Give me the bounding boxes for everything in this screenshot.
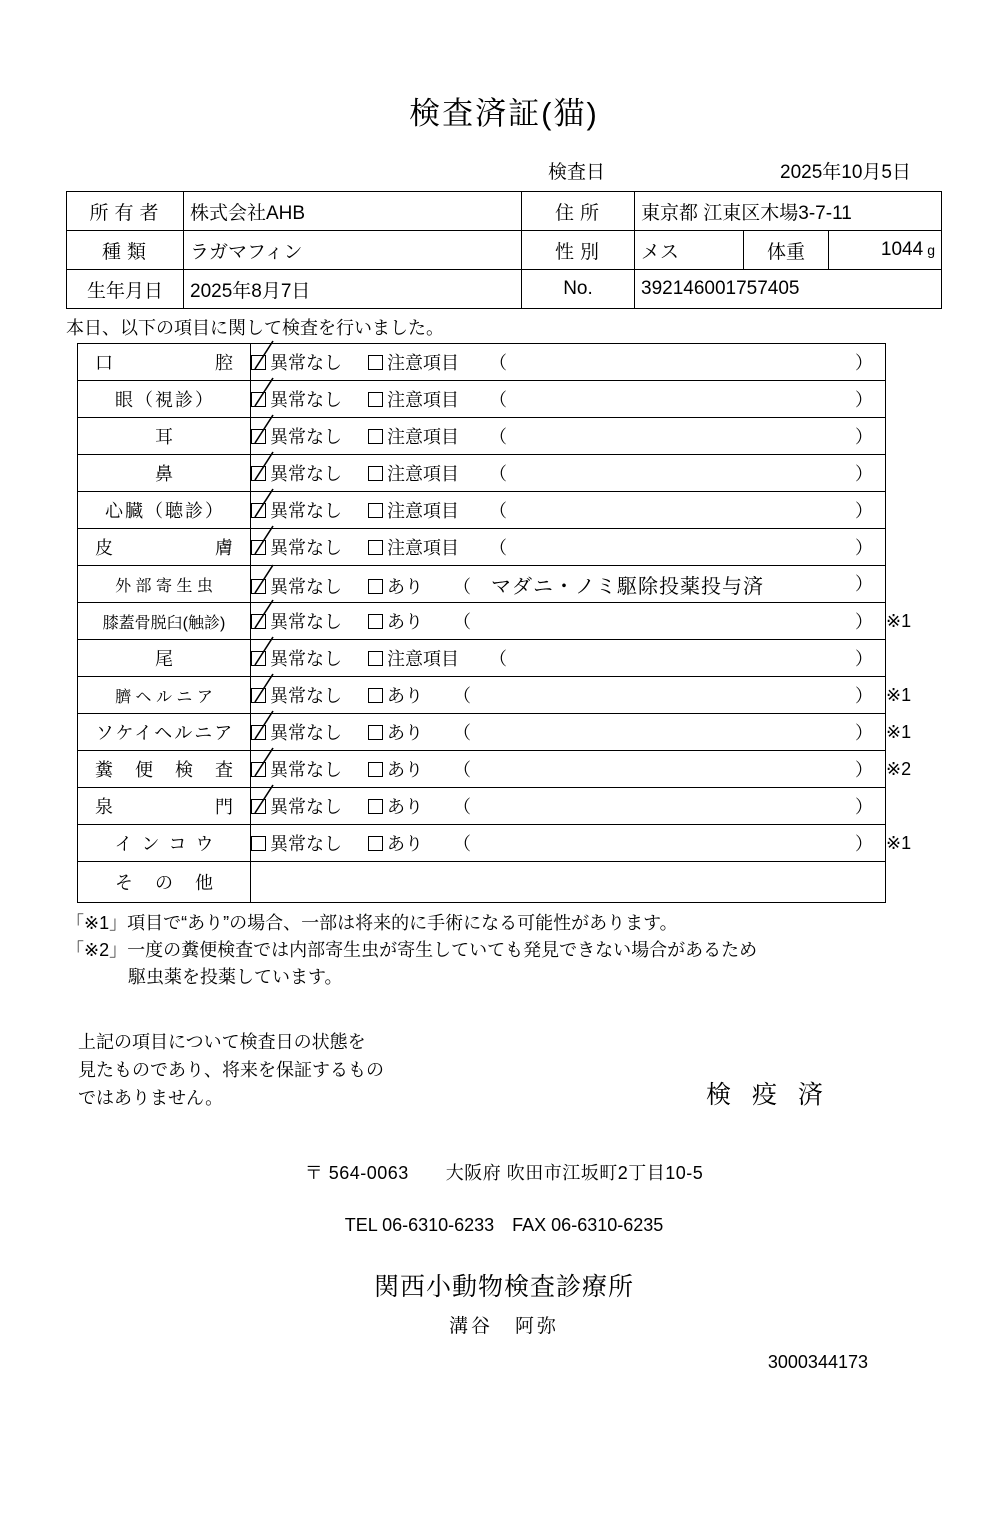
disclaimer-line-2: 見たものであり、将来を保証するもの	[78, 1059, 384, 1080]
remark-close-paren: ）	[855, 686, 873, 706]
quarantine-stamp: 検 疫 済	[706, 1081, 830, 1109]
checklist-row	[78, 862, 931, 903]
footnote-2: 「※2」一度の糞便検査では内部寄生虫が寄生していても発見できない場合があるため	[66, 940, 758, 960]
remark-open-paren: （	[489, 649, 507, 669]
checkbox-icon[interactable]	[368, 429, 383, 444]
weight-value-cell	[829, 231, 942, 270]
option-label: 異常なし	[270, 390, 342, 410]
checkbox-option-normal[interactable]	[251, 793, 342, 819]
checkbox-icon[interactable]	[368, 466, 383, 481]
checkbox-icon[interactable]	[368, 503, 383, 518]
checklist-item-label: 外 部 寄 生 虫	[78, 566, 251, 603]
table-row	[67, 231, 942, 270]
checkbox-option-note[interactable]	[368, 830, 423, 856]
remark-open-paren: （	[453, 686, 471, 706]
option-label: 注意項目	[387, 464, 459, 484]
checklist-item-label: 心臓（聴診）	[78, 492, 251, 529]
option-label: 異常なし	[270, 538, 342, 558]
sex-label: 性別	[522, 231, 635, 270]
checklist-item-label: 皮 膚	[78, 529, 251, 566]
remark-close-paren: ）	[855, 390, 873, 410]
remark-close-paren: ）	[855, 649, 873, 669]
checkbox-option-note[interactable]	[368, 573, 423, 599]
checklist-row	[78, 418, 931, 455]
checklist-note-marker: ※1	[886, 832, 912, 853]
remark-close-paren: ）	[855, 797, 873, 817]
checklist-note-marker: ※1	[886, 684, 912, 705]
remark-close-paren: ）	[855, 353, 873, 373]
exam-date-value: 2025年10月5日	[780, 162, 911, 183]
checkbox-icon[interactable]	[251, 651, 266, 666]
clinic-contact: TEL 06-6310-6233 FAX 06-6310-6235	[344, 1215, 664, 1235]
option-label: 注意項目	[387, 649, 459, 669]
checkbox-option-normal[interactable]	[251, 423, 342, 449]
option-label: あり	[387, 723, 423, 743]
checkbox-icon[interactable]	[251, 725, 266, 740]
remark-open-paren: （	[453, 760, 471, 780]
address-label: 住所	[522, 192, 635, 231]
checkbox-option-normal[interactable]	[251, 756, 342, 782]
owner-value: 株式会社AHB	[184, 192, 522, 231]
exam-date-label: 検査日	[548, 162, 606, 183]
checkbox-option-note[interactable]	[368, 497, 459, 523]
remark-open-paren: （	[489, 501, 507, 521]
checkbox-option-note[interactable]	[368, 608, 423, 634]
address-value: 東京都 江東区木場3-7-11	[635, 192, 942, 231]
lower-block	[66, 1029, 942, 1149]
checkbox-option-note[interactable]	[368, 756, 423, 782]
checklist-note-marker: ※1	[886, 610, 912, 631]
option-label: 異常なし	[270, 649, 342, 669]
checklist-item-label: イ ン コ ウ	[78, 825, 251, 862]
checklist-row	[78, 640, 931, 677]
option-label: あり	[387, 760, 423, 780]
checklist-options	[251, 714, 886, 751]
checklist-row	[78, 714, 931, 751]
checklist-note-marker	[886, 344, 931, 381]
checklist-options	[251, 788, 886, 825]
checklist-options	[251, 381, 886, 418]
checkbox-option-normal[interactable]	[251, 682, 342, 708]
checkbox-option-note[interactable]	[368, 460, 459, 486]
checkbox-icon[interactable]	[251, 540, 266, 555]
remark-open-paren: （	[453, 834, 471, 854]
remark-text: マダニ・ノミ駆除投薬投与済	[491, 575, 764, 598]
checklist-item-label: そ の 他	[78, 862, 251, 903]
checklist-options	[251, 492, 886, 529]
remark-close-paren: ）	[855, 834, 873, 854]
checkbox-icon[interactable]	[368, 392, 383, 407]
checklist-row	[78, 529, 931, 566]
checklist-item-label: 眼（視診）	[78, 381, 251, 418]
footnotes	[66, 910, 942, 991]
option-label: あり	[387, 686, 423, 706]
checklist-options	[251, 529, 886, 566]
weight-unit: g	[927, 242, 935, 258]
checklist-note-marker	[886, 862, 931, 903]
option-label: 異常なし	[270, 797, 342, 817]
option-label: 注意項目	[387, 390, 459, 410]
checklist-options	[251, 566, 886, 603]
remark-open-paren: （	[489, 390, 507, 410]
option-label: 注意項目	[387, 538, 459, 558]
table-row	[67, 192, 942, 231]
checkbox-option-normal[interactable]	[251, 608, 342, 634]
checkbox-option-normal[interactable]	[251, 830, 342, 856]
checkbox-option-note[interactable]	[368, 719, 423, 745]
checklist-options	[251, 418, 886, 455]
remark-close-paren: ）	[855, 427, 873, 447]
checklist-options	[251, 455, 886, 492]
serial-number: 3000344173	[767, 1352, 868, 1372]
disclaimer	[78, 1029, 384, 1113]
checklist-options	[251, 751, 886, 788]
checkbox-icon[interactable]	[368, 725, 383, 740]
checklist-item-label: ソケイヘルニア	[78, 714, 251, 751]
checkbox-option-normal[interactable]	[251, 719, 342, 745]
checklist-options	[251, 344, 886, 381]
option-label: 注意項目	[387, 353, 459, 373]
checkbox-option-note[interactable]	[368, 645, 459, 671]
option-label: 異常なし	[270, 834, 342, 854]
checkbox-icon[interactable]	[368, 688, 383, 703]
option-label: 異常なし	[270, 501, 342, 521]
checklist-row	[78, 788, 931, 825]
intro-text: 本日、以下の項目に関して検査を行いました。	[66, 318, 444, 338]
checkbox-option-normal[interactable]	[251, 497, 342, 523]
checklist-item-label: 鼻	[78, 455, 251, 492]
disclaimer-line-3: ではありません。	[78, 1087, 224, 1108]
clinic-name: 関西小動物検査診療所	[373, 1273, 634, 1301]
checkbox-option-note[interactable]	[368, 349, 459, 375]
checkbox-option-normal[interactable]	[251, 573, 342, 599]
checklist-note-marker	[886, 529, 931, 566]
checklist-note-marker	[886, 418, 931, 455]
checklist-row	[78, 603, 931, 640]
checkbox-icon[interactable]	[368, 579, 383, 594]
checklist-table	[77, 343, 931, 903]
checklist-item-label: 糞 便 検 査	[78, 751, 251, 788]
option-label: あり	[387, 834, 423, 854]
remark-close-paren: ）	[855, 538, 873, 558]
checklist-row	[78, 825, 931, 862]
remark-close-paren: ）	[855, 723, 873, 743]
footnote-3: 駆虫薬を投薬しています。	[128, 967, 343, 987]
weight-value: 1044	[880, 239, 924, 260]
checklist-item-label: 膝蓋骨脱臼(触診)	[78, 603, 251, 640]
checklist-row	[78, 381, 931, 418]
checkbox-icon[interactable]	[251, 503, 266, 518]
checklist-item-label: 尾	[78, 640, 251, 677]
breed-label: 種類	[67, 231, 184, 270]
checkbox-option-normal[interactable]	[251, 460, 342, 486]
owner-info-table	[66, 191, 942, 309]
checklist-row	[78, 455, 931, 492]
checklist-row	[78, 677, 931, 714]
checklist-options	[251, 677, 886, 714]
option-label: 異常なし	[270, 612, 342, 632]
remark-open-paren: （	[453, 576, 471, 597]
option-label: あり	[387, 576, 423, 597]
checkbox-icon[interactable]	[368, 836, 383, 851]
checkbox-icon[interactable]	[368, 614, 383, 629]
no-label: No.	[522, 270, 635, 309]
checkbox-icon[interactable]	[368, 540, 383, 555]
checklist-note-marker	[886, 788, 931, 825]
table-row	[67, 270, 942, 309]
no-value: 392146001757405	[635, 270, 942, 309]
checkbox-icon[interactable]	[368, 762, 383, 777]
option-label: 注意項目	[387, 501, 459, 521]
checkbox-option-note[interactable]	[368, 386, 459, 412]
option-label: 異常なし	[270, 427, 342, 447]
checklist-item-label: 泉 門	[78, 788, 251, 825]
veterinarian-name: 溝谷 阿弥	[448, 1316, 559, 1337]
checkbox-icon[interactable]	[251, 836, 266, 851]
weight-label: 体重	[744, 231, 829, 270]
remark-close-paren: ）	[855, 464, 873, 484]
checkbox-icon[interactable]	[251, 392, 266, 407]
checkbox-option-normal[interactable]	[251, 645, 342, 671]
checkbox-option-note[interactable]	[368, 423, 459, 449]
remark-open-paren: （	[489, 538, 507, 558]
birthdate-value: 2025年8月7日	[184, 270, 522, 309]
checkbox-option-note[interactable]	[368, 793, 423, 819]
checkbox-option-normal[interactable]	[251, 386, 342, 412]
remark-close-paren: ）	[855, 612, 873, 632]
remark-open-paren: （	[453, 797, 471, 817]
option-label: 異常なし	[270, 760, 342, 780]
exam-date-row	[0, 157, 1008, 185]
checklist-options	[251, 862, 886, 903]
checkbox-option-note[interactable]	[368, 534, 459, 560]
remark-close-paren: ）	[855, 760, 873, 780]
checkbox-icon[interactable]	[251, 355, 266, 370]
checkbox-icon[interactable]	[368, 799, 383, 814]
clinic-postal-address: 〒 564-0063 大阪府 吹田市江坂町2丁目10-5	[304, 1163, 704, 1183]
checkbox-icon[interactable]	[251, 799, 266, 814]
checkbox-icon[interactable]	[251, 579, 266, 594]
checklist-note-marker	[886, 455, 931, 492]
remark-open-paren: （	[453, 612, 471, 632]
checklist-item-label: 口 腔	[78, 344, 251, 381]
remark-close-paren: ）	[855, 573, 873, 594]
page-title: 検査済証(猫)	[409, 96, 599, 131]
option-label: 注意項目	[387, 427, 459, 447]
checkbox-icon[interactable]	[251, 688, 266, 703]
option-label: 異常なし	[270, 464, 342, 484]
checkbox-icon[interactable]	[251, 614, 266, 629]
checklist-note-marker: ※1	[886, 721, 912, 742]
owner-label: 所有者	[67, 192, 184, 231]
checklist-row	[78, 751, 931, 788]
checklist-item-label: 臍 ヘ ル ニ ア	[78, 677, 251, 714]
breed-value: ラガマフィン	[184, 231, 522, 270]
checkbox-icon[interactable]	[251, 762, 266, 777]
checklist-item-label: 耳	[78, 418, 251, 455]
remark-open-paren: （	[489, 353, 507, 373]
option-label: あり	[387, 797, 423, 817]
checklist-note-marker	[886, 381, 931, 418]
checklist-row	[78, 344, 931, 381]
checklist-note-marker	[886, 566, 931, 603]
checklist-note-marker	[886, 492, 931, 529]
checklist-row	[78, 492, 931, 529]
option-label: あり	[387, 612, 423, 632]
remark-open-paren: （	[453, 723, 471, 743]
option-label: 異常なし	[270, 353, 342, 373]
checkbox-option-note[interactable]	[368, 682, 423, 708]
checklist-options	[251, 825, 886, 862]
checklist-row	[78, 566, 931, 603]
disclaimer-line-1: 上記の項目について検査日の状態を	[78, 1032, 366, 1052]
birthdate-label: 生年月日	[67, 270, 184, 309]
certificate-page	[0, 88, 1008, 1521]
checklist-options	[251, 640, 886, 677]
checkbox-icon[interactable]	[368, 651, 383, 666]
footnote-1: 「※1」項目で“あり”の場合、一部は将来的に手術になる可能性があります。	[66, 913, 678, 933]
checkbox-icon[interactable]	[251, 429, 266, 444]
checkbox-option-normal[interactable]	[251, 534, 342, 560]
checkbox-option-normal[interactable]	[251, 349, 342, 375]
checklist-options	[251, 603, 886, 640]
checkbox-icon[interactable]	[251, 466, 266, 481]
remark-close-paren: ）	[855, 501, 873, 521]
checklist-note-marker	[886, 640, 931, 677]
remark-open-paren: （	[489, 464, 507, 484]
option-label: 異常なし	[270, 686, 342, 706]
checklist-note-marker: ※2	[886, 758, 912, 779]
option-label: 異常なし	[270, 723, 342, 743]
option-label: 異常なし	[270, 576, 342, 597]
remark-open-paren: （	[489, 427, 507, 447]
checkbox-icon[interactable]	[368, 355, 383, 370]
sex-value: メス	[635, 231, 744, 270]
